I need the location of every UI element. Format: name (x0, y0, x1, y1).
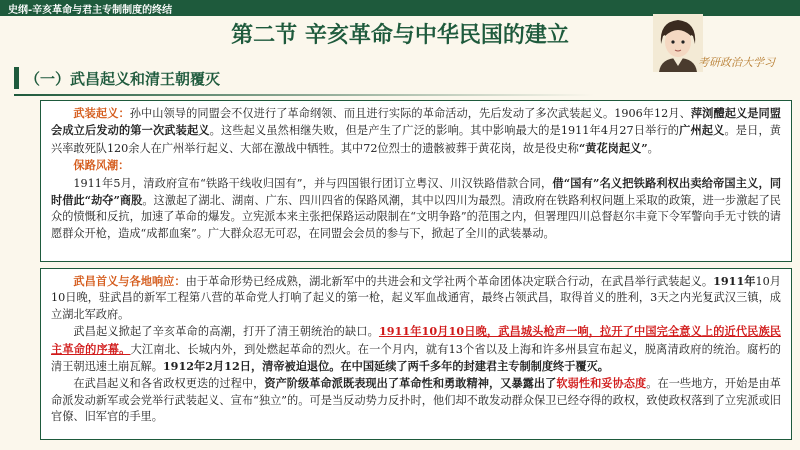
text: 。是日，黄兴率敢死队120余人在广州举行起义、大部在激战中牺牲。其中72位烈士的遗骸被葬于黄花岗，故是役史称 (51, 124, 781, 155)
bold-text: 资产阶级革命派既表现出了革命性和勇敢精神，又暴露出了 (264, 376, 557, 391)
red-emphasis: 软弱性和妥协态度 (556, 376, 647, 391)
paragraph-armed-uprising (51, 105, 781, 157)
text: 由于革命形势已经成熟，湖北新军中的共进会和文学社两个革命团体决定联合行动，在武昌举行武装起义。 (185, 275, 714, 288)
text: 1911年5月，清政府宣布“铁路干线收归国有”，并与四国银行团订立粤汉、川汉铁路借款合同， (73, 176, 553, 190)
label-railway-movement: 保路风潮： (73, 158, 130, 173)
text: 。在一些地方，开始是由革命派发动新军或会党举行武装起义、宣布“独立”的。可是当反动势力反扑时，他们却不敢发动群众保卫已经夺得的政权，致使政权落到了立宪派或旧官僚、旧军官的手里。 (51, 377, 781, 424)
bold-text: 1912年2月12日，清帝被迫退位。在中国延续了两千多年的封建君主专制制度终于覆灭。 (162, 359, 609, 374)
text: 。这些起义虽然相继失败，但是产生了广泛的影响。其中影响最大的是1911年4月27日举行的 (209, 124, 680, 138)
paragraph-railway (51, 175, 781, 243)
bold-text: 借“国有”名义把铁路利权出卖给帝国主义，同时借此“劫夺”商股 (51, 175, 782, 208)
bold-text: 广州起义 (679, 123, 725, 138)
section-heading-text: （一）武昌起义和清王朝覆灭 (25, 69, 221, 88)
paragraph-wuchang-3 (51, 375, 781, 425)
bold-text: 萍浏醴起义是同盟会成立后发动的第一次武装起义 (51, 106, 781, 138)
paragraph-wuchang-2 (51, 323, 781, 375)
course-breadcrumb: 史纲-辛亥革命与君主专制制度的终结 (8, 5, 173, 16)
heading-underline (14, 94, 594, 96)
text: 在武昌起义和各省政权更迭的过程中， (73, 377, 265, 391)
bold-text: 1911年 (713, 274, 756, 288)
bold-text: “黄花岗起义” (578, 140, 648, 155)
content-box-armed-uprising (40, 100, 792, 262)
text: 武昌起义掀起了辛亥革命的高潮，打开了清王朝统治的缺口。 (73, 325, 379, 339)
section-heading (14, 64, 314, 92)
text: 。这激起了湖北、湖南、广东、四川四省的保路风潮，其中以四川为最烈。清政府在铁路利权问题上采取的政策，进一步激起了民众的愤慨和反抗，加速了革命的爆发。立宪派本来主张把保路运动限制在“文明争路”的范围之内，但署理四川总督赵尔丰竟下令军警向手无寸铁的请愿群众开枪，造成“成都血案”。广大群众忍无可忍，在同盟会会员的参与下，掀起了全川的武装暴动。 (51, 194, 781, 240)
red-emphasis: 1911年10月10日晚，武昌城头枪声一响，拉开了中国完全意义上的近代民族民主革命的序幕。 (51, 324, 781, 356)
label-wuchang: 武昌首义与各地响应： (73, 274, 186, 288)
brand-logo-text: 考研政治大学习 (698, 56, 775, 69)
text: 10月10日晚，驻武昌的新军工程第八营的革命党人打响了起义的第一枪，起义军血战通宵，最终占领武昌，取得首义的胜利，3天之内光复武汉三镇，成立湖北军政府。 (51, 275, 781, 321)
avatar-icon (653, 14, 703, 72)
text: 大江南北、长城内外，到处燃起革命的烈火。在一个月内，就有13个省以及上海和许多州县宣布起义，脱离清政府的统治。腐朽的清王朝迅速土崩瓦解。 (51, 342, 781, 374)
text: 孙中山领导的同盟会不仅进行了革命纲领、而且进行实际的革命活动，先后发动了多次武装起义。1906年12月、 (129, 107, 691, 120)
text: 。 (647, 141, 659, 155)
label-armed-uprising: 武装起义： (73, 106, 130, 120)
label-row-railway (51, 157, 781, 174)
content-box-wuchang-uprising (40, 268, 792, 440)
heading-accent-bar (14, 67, 19, 89)
paragraph-wuchang-1 (51, 273, 781, 323)
slide-title: 第二节 辛亥革命与中华民国的建立 (231, 23, 569, 48)
